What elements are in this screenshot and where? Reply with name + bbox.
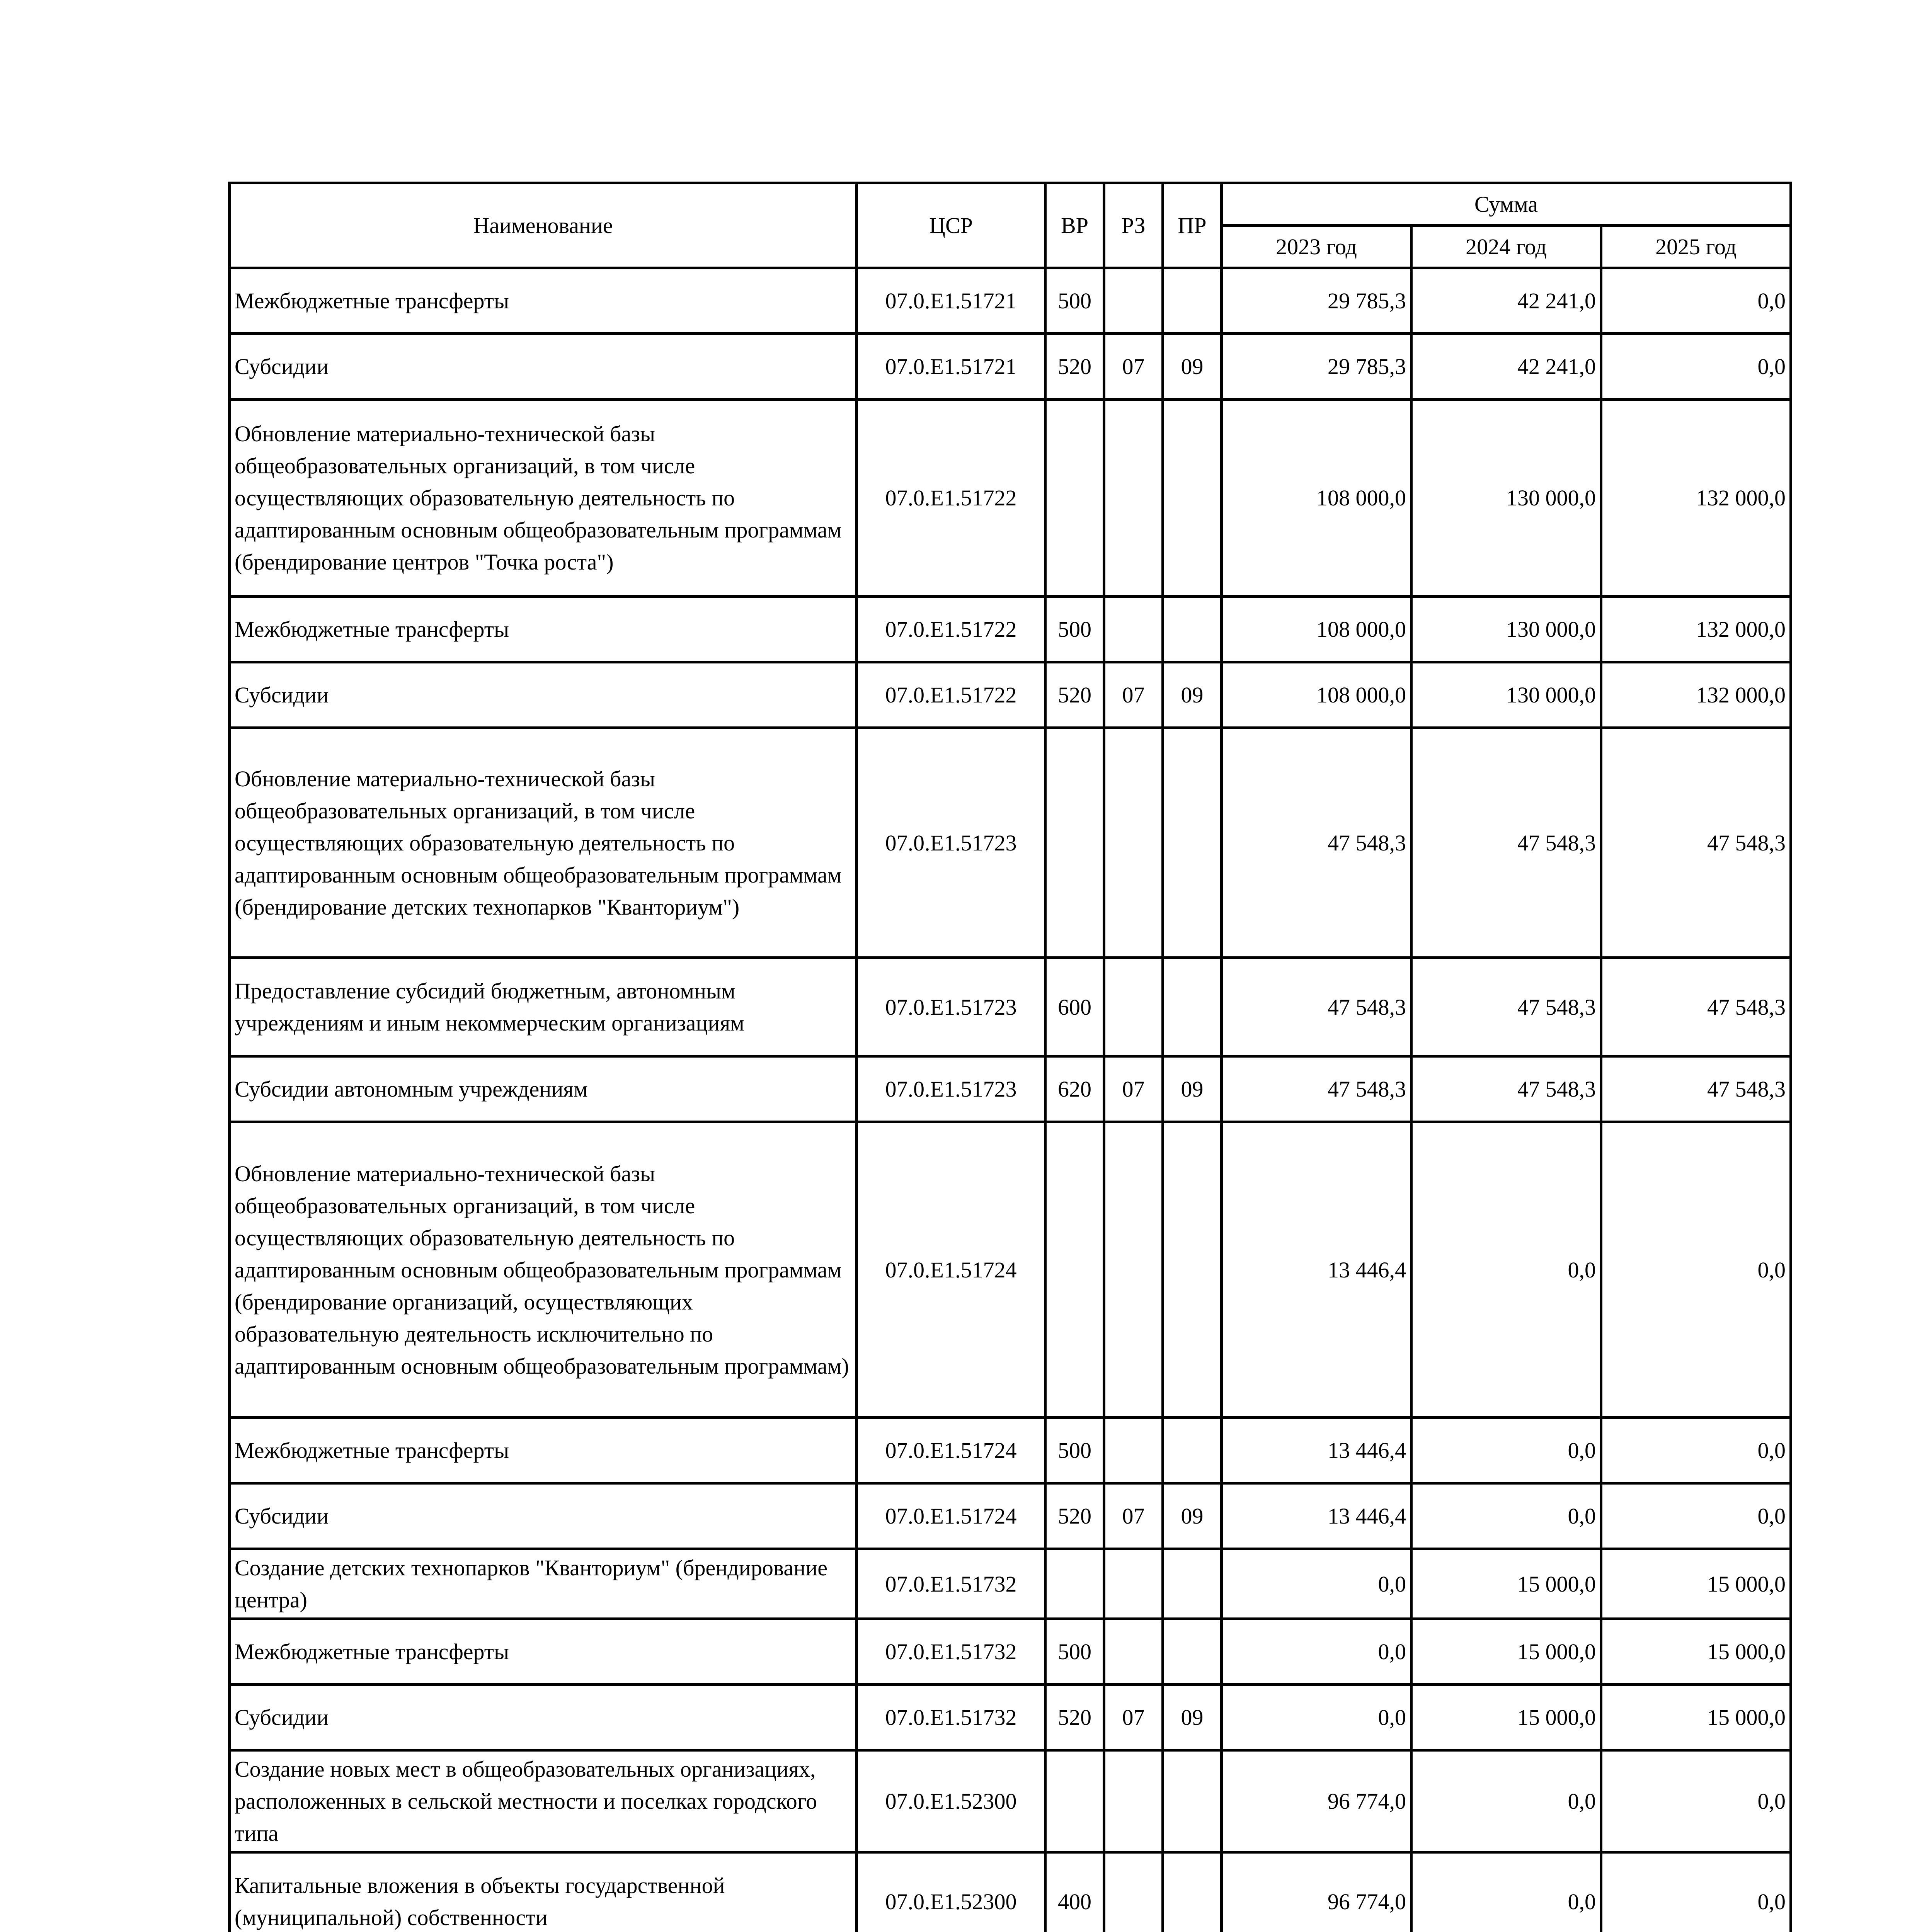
cell-name: Субсидии автономным учреждениям bbox=[230, 1056, 857, 1122]
cell-amount-2023: 47 548,3 bbox=[1222, 1056, 1411, 1122]
table-row bbox=[230, 400, 1791, 597]
table-row bbox=[230, 1056, 1791, 1122]
header-csr: ЦСР bbox=[857, 183, 1045, 268]
cell-amount-2023: 47 548,3 bbox=[1222, 958, 1411, 1056]
cell-name: Капитальные вложения в объекты государственной (муниципальной) собственности bbox=[230, 1852, 857, 1932]
cell-amount-2023: 0,0 bbox=[1222, 1685, 1411, 1750]
cell-vr: 500 bbox=[1045, 268, 1104, 334]
cell-amount-2024: 0,0 bbox=[1411, 1418, 1601, 1483]
cell-rz bbox=[1104, 1750, 1163, 1852]
cell-rz bbox=[1104, 1619, 1163, 1685]
cell-amount-2023: 13 446,4 bbox=[1222, 1122, 1411, 1418]
cell-name: Создание детских технопарков "Кванториум" (брендирование центра) bbox=[230, 1549, 857, 1619]
cell-amount-2023: 13 446,4 bbox=[1222, 1418, 1411, 1483]
cell-pr bbox=[1163, 597, 1222, 662]
cell-pr bbox=[1163, 400, 1222, 597]
cell-amount-2025: 47 548,3 bbox=[1601, 958, 1791, 1056]
cell-amount-2023: 0,0 bbox=[1222, 1549, 1411, 1619]
cell-rz bbox=[1104, 1418, 1163, 1483]
header-rz: РЗ bbox=[1104, 183, 1163, 268]
header-year-2024: 2024 год bbox=[1411, 226, 1601, 268]
cell-amount-2025: 15 000,0 bbox=[1601, 1685, 1791, 1750]
header-name: Наименование bbox=[230, 183, 857, 268]
cell-name: Межбюджетные трансферты bbox=[230, 597, 857, 662]
cell-csr: 07.0.E1.51722 bbox=[857, 662, 1045, 728]
table-row bbox=[230, 1685, 1791, 1750]
cell-vr: 520 bbox=[1045, 1685, 1104, 1750]
cell-amount-2024: 47 548,3 bbox=[1411, 958, 1601, 1056]
cell-amount-2025: 0,0 bbox=[1601, 268, 1791, 334]
cell-vr: 600 bbox=[1045, 958, 1104, 1056]
cell-pr bbox=[1163, 1750, 1222, 1852]
cell-csr: 07.0.E1.52300 bbox=[857, 1750, 1045, 1852]
table-row bbox=[230, 1122, 1791, 1418]
cell-vr: 500 bbox=[1045, 597, 1104, 662]
cell-pr bbox=[1163, 1418, 1222, 1483]
cell-pr: 09 bbox=[1163, 1056, 1222, 1122]
cell-vr: 520 bbox=[1045, 1483, 1104, 1549]
cell-rz bbox=[1104, 597, 1163, 662]
cell-amount-2024: 15 000,0 bbox=[1411, 1619, 1601, 1685]
cell-amount-2025: 0,0 bbox=[1601, 1750, 1791, 1852]
header-pr: ПР bbox=[1163, 183, 1222, 268]
cell-pr: 09 bbox=[1163, 1685, 1222, 1750]
cell-rz: 07 bbox=[1104, 1056, 1163, 1122]
cell-csr: 07.0.E1.52300 bbox=[857, 1852, 1045, 1932]
table-row bbox=[230, 1750, 1791, 1852]
header-sum: Сумма bbox=[1222, 183, 1791, 226]
cell-name: Субсидии bbox=[230, 334, 857, 400]
table-row bbox=[230, 1852, 1791, 1932]
cell-amount-2025: 132 000,0 bbox=[1601, 400, 1791, 597]
table-row bbox=[230, 268, 1791, 334]
cell-amount-2023: 29 785,3 bbox=[1222, 334, 1411, 400]
header-vr: ВР bbox=[1045, 183, 1104, 268]
cell-rz: 07 bbox=[1104, 1483, 1163, 1549]
cell-amount-2025: 0,0 bbox=[1601, 1418, 1791, 1483]
cell-name: Субсидии bbox=[230, 662, 857, 728]
table-row bbox=[230, 728, 1791, 958]
cell-amount-2024: 130 000,0 bbox=[1411, 597, 1601, 662]
cell-csr: 07.0.E1.51723 bbox=[857, 958, 1045, 1056]
cell-amount-2024: 0,0 bbox=[1411, 1852, 1601, 1932]
cell-vr bbox=[1045, 728, 1104, 958]
cell-amount-2025: 0,0 bbox=[1601, 334, 1791, 400]
cell-name: Межбюджетные трансферты bbox=[230, 1418, 857, 1483]
cell-pr bbox=[1163, 268, 1222, 334]
table-row bbox=[230, 1549, 1791, 1619]
cell-rz bbox=[1104, 400, 1163, 597]
cell-vr: 400 bbox=[1045, 1852, 1104, 1932]
cell-csr: 07.0.E1.51724 bbox=[857, 1483, 1045, 1549]
cell-csr: 07.0.E1.51722 bbox=[857, 597, 1045, 662]
cell-amount-2024: 47 548,3 bbox=[1411, 1056, 1601, 1122]
cell-amount-2023: 108 000,0 bbox=[1222, 662, 1411, 728]
cell-rz bbox=[1104, 958, 1163, 1056]
cell-rz bbox=[1104, 728, 1163, 958]
cell-name: Создание новых мест в общеобразовательных организациях, расположенных в сельской местности и поселках городского типа bbox=[230, 1750, 857, 1852]
table-row bbox=[230, 597, 1791, 662]
cell-amount-2025: 0,0 bbox=[1601, 1483, 1791, 1549]
cell-amount-2024: 0,0 bbox=[1411, 1483, 1601, 1549]
cell-amount-2024: 15 000,0 bbox=[1411, 1685, 1601, 1750]
cell-pr bbox=[1163, 1122, 1222, 1418]
cell-pr bbox=[1163, 1619, 1222, 1685]
cell-vr: 500 bbox=[1045, 1418, 1104, 1483]
cell-vr: 520 bbox=[1045, 662, 1104, 728]
cell-amount-2025: 15 000,0 bbox=[1601, 1619, 1791, 1685]
cell-rz bbox=[1104, 268, 1163, 334]
cell-amount-2024: 0,0 bbox=[1411, 1122, 1601, 1418]
cell-vr: 520 bbox=[1045, 334, 1104, 400]
cell-amount-2025: 15 000,0 bbox=[1601, 1549, 1791, 1619]
cell-rz: 07 bbox=[1104, 334, 1163, 400]
cell-name: Межбюджетные трансферты bbox=[230, 1619, 857, 1685]
cell-csr: 07.0.E1.51732 bbox=[857, 1549, 1045, 1619]
table-row bbox=[230, 1619, 1791, 1685]
cell-vr bbox=[1045, 1750, 1104, 1852]
cell-amount-2024: 42 241,0 bbox=[1411, 334, 1601, 400]
cell-pr: 09 bbox=[1163, 334, 1222, 400]
cell-rz: 07 bbox=[1104, 1685, 1163, 1750]
cell-amount-2025: 132 000,0 bbox=[1601, 662, 1791, 728]
cell-vr bbox=[1045, 1549, 1104, 1619]
cell-name: Межбюджетные трансферты bbox=[230, 268, 857, 334]
cell-amount-2024: 42 241,0 bbox=[1411, 268, 1601, 334]
cell-pr: 09 bbox=[1163, 662, 1222, 728]
cell-name: Обновление материально-технической базы общеобразовательных организаций, в том числе осуществляющих образовательную деятельность по адаптированным основным общеобразовательным программам (брендирование центров "Точка роста") bbox=[230, 400, 857, 597]
header-year-2025: 2025 год bbox=[1601, 226, 1791, 268]
cell-amount-2024: 0,0 bbox=[1411, 1750, 1601, 1852]
cell-amount-2025: 0,0 bbox=[1601, 1852, 1791, 1932]
cell-amount-2023: 108 000,0 bbox=[1222, 597, 1411, 662]
cell-rz bbox=[1104, 1549, 1163, 1619]
cell-vr: 620 bbox=[1045, 1056, 1104, 1122]
cell-vr bbox=[1045, 400, 1104, 597]
cell-csr: 07.0.E1.51721 bbox=[857, 268, 1045, 334]
cell-name: Обновление материально-технической базы общеобразовательных организаций, в том числе осуществляющих образовательную деятельность по адаптированным основным общеобразовательным программам (брендирование детских технопарков "Кванториум") bbox=[230, 728, 857, 958]
cell-rz bbox=[1104, 1122, 1163, 1418]
cell-csr: 07.0.E1.51723 bbox=[857, 1056, 1045, 1122]
table-row bbox=[230, 958, 1791, 1056]
cell-pr: 09 bbox=[1163, 1483, 1222, 1549]
budget-table bbox=[228, 182, 1792, 1932]
cell-csr: 07.0.E1.51732 bbox=[857, 1619, 1045, 1685]
table-body bbox=[230, 268, 1791, 1932]
table-row bbox=[230, 1418, 1791, 1483]
cell-amount-2023: 13 446,4 bbox=[1222, 1483, 1411, 1549]
table-row bbox=[230, 662, 1791, 728]
cell-csr: 07.0.E1.51722 bbox=[857, 400, 1045, 597]
cell-amount-2024: 130 000,0 bbox=[1411, 400, 1601, 597]
cell-rz bbox=[1104, 1852, 1163, 1932]
cell-name: Обновление материально-технической базы общеобразовательных организаций, в том числе осуществляющих образовательную деятельность по адаптированным основным общеобразовательным программам (брендирование организаций, осуществляющих образовательную деятельность исключительно по адаптированным основным общеобразовательным программам) bbox=[230, 1122, 857, 1418]
cell-csr: 07.0.E1.51724 bbox=[857, 1418, 1045, 1483]
cell-amount-2023: 0,0 bbox=[1222, 1619, 1411, 1685]
cell-pr bbox=[1163, 1852, 1222, 1932]
cell-amount-2025: 0,0 bbox=[1601, 1122, 1791, 1418]
cell-rz: 07 bbox=[1104, 662, 1163, 728]
table-row bbox=[230, 334, 1791, 400]
cell-amount-2023: 96 774,0 bbox=[1222, 1852, 1411, 1932]
cell-vr bbox=[1045, 1122, 1104, 1418]
cell-pr bbox=[1163, 1549, 1222, 1619]
cell-vr: 500 bbox=[1045, 1619, 1104, 1685]
cell-pr bbox=[1163, 728, 1222, 958]
cell-amount-2025: 132 000,0 bbox=[1601, 597, 1791, 662]
cell-name: Субсидии bbox=[230, 1483, 857, 1549]
cell-amount-2025: 47 548,3 bbox=[1601, 728, 1791, 958]
cell-name: Субсидии bbox=[230, 1685, 857, 1750]
header-year-2023: 2023 год bbox=[1222, 226, 1411, 268]
cell-amount-2024: 15 000,0 bbox=[1411, 1549, 1601, 1619]
cell-pr bbox=[1163, 958, 1222, 1056]
cell-amount-2024: 130 000,0 bbox=[1411, 662, 1601, 728]
cell-csr: 07.0.E1.51723 bbox=[857, 728, 1045, 958]
cell-csr: 07.0.E1.51721 bbox=[857, 334, 1045, 400]
cell-amount-2023: 47 548,3 bbox=[1222, 728, 1411, 958]
cell-amount-2023: 108 000,0 bbox=[1222, 400, 1411, 597]
cell-amount-2025: 47 548,3 bbox=[1601, 1056, 1791, 1122]
cell-amount-2023: 29 785,3 bbox=[1222, 268, 1411, 334]
cell-amount-2023: 96 774,0 bbox=[1222, 1750, 1411, 1852]
cell-csr: 07.0.E1.51732 bbox=[857, 1685, 1045, 1750]
cell-csr: 07.0.E1.51724 bbox=[857, 1122, 1045, 1418]
cell-name: Предоставление субсидий бюджетным, автономным учреждениям и иным некоммерческим организациям bbox=[230, 958, 857, 1056]
cell-amount-2024: 47 548,3 bbox=[1411, 728, 1601, 958]
table-row bbox=[230, 1483, 1791, 1549]
